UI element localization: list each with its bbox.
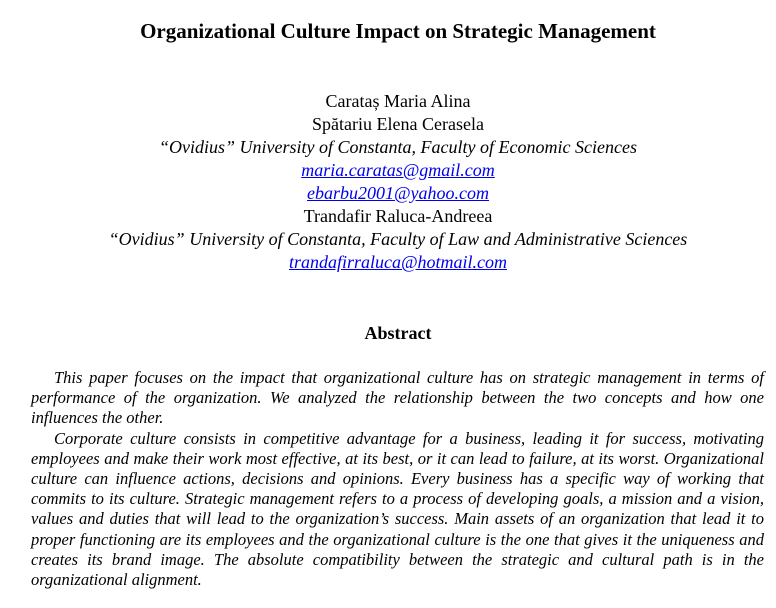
abstract-paragraph: Corporate culture consists in competitive advantage for a business, leading it for success, motivating employees and make their work most effective, at its best, or it can lead to failure, at its worst. Organizational culture can influence actions, decisions and opinions. Every business has a specific way of working that commits to its culture. Strategic management refers to a process of developing goals, a mission and a vision, values and duties that will lead to the organization’s success. Main assets of an organization that lead it to proper functioning are its employees and the organizational culture is the one that gives it the uniqueness and creates its brand image. The absolute compatibility between the strategic and cultural path is in the organizational alignment.	[31, 428, 764, 590]
author-affiliation: “Ovidius” University of Constanta, Faculty of Economic Sciences	[159, 137, 637, 157]
abstract-body	[31, 368, 764, 590]
author-name: Carataș Maria Alina	[325, 91, 471, 111]
author-name: Trandafir Raluca-Andreea	[303, 206, 493, 226]
author-affiliation: “Ovidius” University of Constanta, Faculty of Law and Administrative Sciences	[108, 229, 688, 249]
author-email-line	[0, 159, 776, 182]
paper-title: Organizational Culture Impact on Strategic Management	[140, 19, 656, 43]
author-email-link[interactable]: trandafirraluca@hotmail.com	[288, 252, 508, 272]
abstract-heading: Abstract	[364, 323, 432, 343]
author-block	[0, 90, 776, 274]
author-email-link[interactable]: maria.caratas@gmail.com	[301, 160, 495, 180]
author-email-link[interactable]: ebarbu2001@yahoo.com	[306, 183, 490, 203]
author-email-line	[0, 182, 776, 205]
author-name: Spătariu Elena Cerasela	[312, 114, 484, 134]
abstract-paragraph: This paper focuses on the impact that organizational culture has on strategic management in terms of performance of the organization. We analyzed the relationship between the two concepts and how one influences the other.	[31, 368, 764, 428]
author-email-line	[0, 251, 776, 274]
